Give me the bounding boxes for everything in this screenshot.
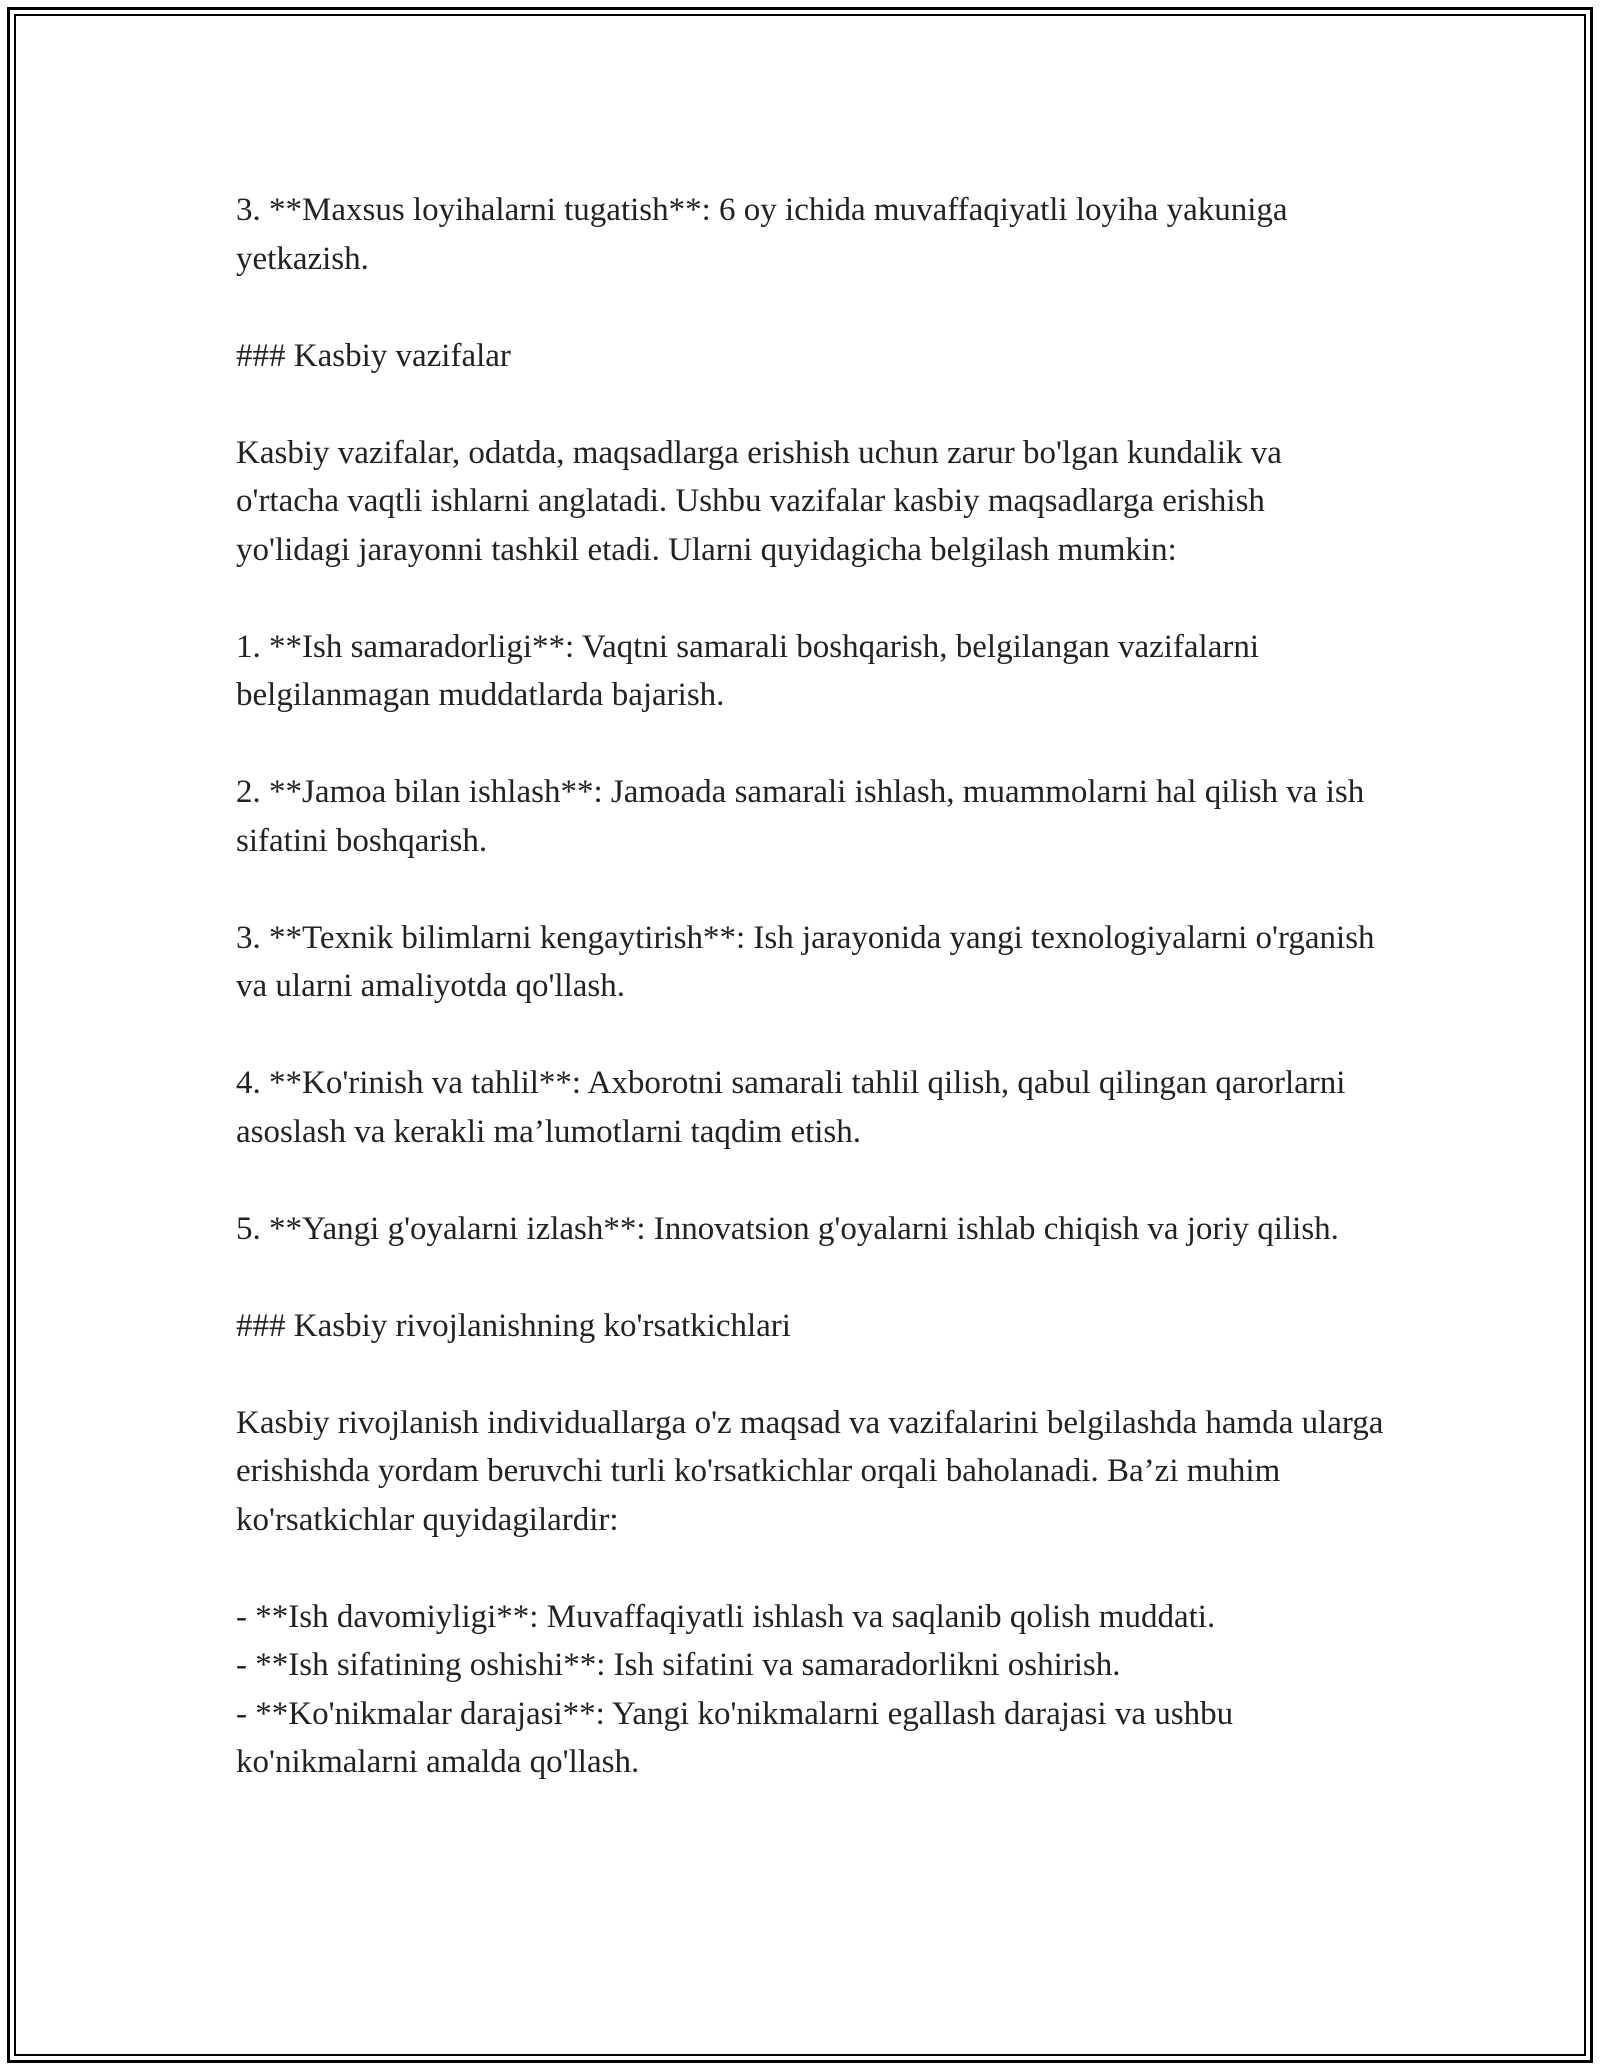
list-item-maxsus-loyihalar: 3. **Maxsus loyihalarni tugatish**: 6 oy ichida muvaffaqiyatli loyiha yakuniga yetkazish.	[236, 192, 1288, 277]
list-item-texnik-bilimlar: 3. **Texnik bilimlarni kengaytirish**: Ish jarayonida yangi texnologiyalarni o'rganish va ularni amaliyotda qo'llash.	[236, 919, 1375, 1004]
document-body	[236, 186, 1386, 1787]
list-item-korinish-va-tahlil: 4. **Ko'rinish va tahlil**: Axborotni samarali tahlil qilish, qabul qilingan qarorlarni asoslash va kerakli ma’lumotlarni taqdim etish.	[236, 1065, 1346, 1150]
paragraph-korsatkichlar-intro: Kasbiy rivojlanish individuallarga o'z maqsad va vazifalarini belgilashda hamda ularga erishishda yordam beruvchi turli ko'rsatkichlar orqali baholanadi. Ba’zi muhim ko'rsatkichlar quyidagilardir:	[236, 1404, 1384, 1538]
section-heading-kasbiy-vazifalar: ### Kasbiy vazifalar	[236, 337, 511, 374]
list-item-jamoa-bilan-ishlash: 2. **Jamoa bilan ishlash**: Jamoada samarali ishlash, muammolarni hal qilish va ish sifatini boshqarish.	[236, 774, 1365, 859]
bullet-ish-davomiyligi: - **Ish davomiyligi**: Muvaffaqiyatli ishlash va saqlanib qolish muddati.	[236, 1598, 1216, 1635]
list-item-yangi-goyalar: 5. **Yangi g'oyalarni izlash**: Innovatsion g'oyalarni ishlab chiqish va joriy qilish.	[236, 1210, 1339, 1247]
paragraph-kasbiy-vazifalar-intro: Kasbiy vazifalar, odatda, maqsadlarga erishish uchun zarur bo'lgan kundalik va o'rtacha vaqtli ishlarni anglatadi. Ushbu vazifalar kasbiy maqsadlarga erishish yo'lidagi jarayonni tashkil etadi. Ularni quyidagicha belgilash mumkin:	[236, 434, 1282, 568]
bullet-ish-sifati: - **Ish sifatining oshishi**: Ish sifatini va samaradorlikni oshirish.	[236, 1647, 1121, 1683]
bullet-konikmalar-darajasi: - **Ko'nikmalar darajasi**: Yangi ko'nikmalarni egallash darajasi va ushbu ko'nikmalarni amalda qo'llash.	[236, 1695, 1234, 1780]
list-item-ish-samaradorligi: 1. **Ish samaradorligi**: Vaqtni samarali boshqarish, belgilangan vazifalarni belgilanmagan muddatlarda bajarish.	[236, 628, 1260, 713]
section-heading-korsatkichlar: ### Kasbiy rivojlanishning ko'rsatkichlari	[236, 1307, 791, 1344]
